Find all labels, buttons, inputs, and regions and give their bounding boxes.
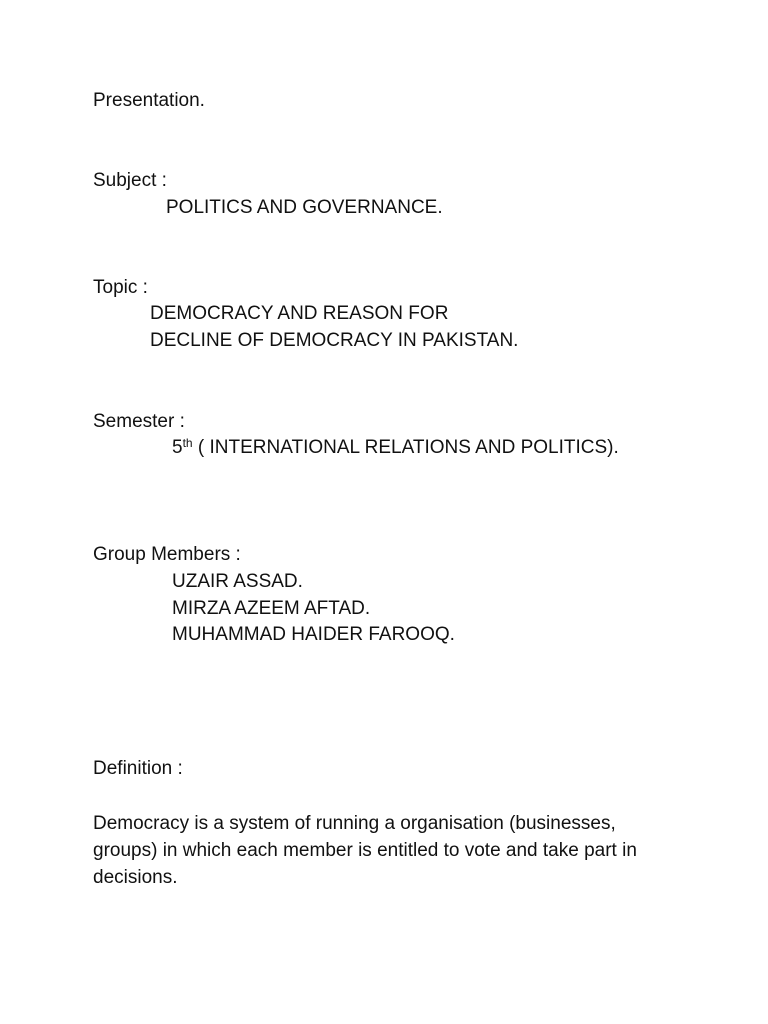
document-heading: Presentation.	[93, 90, 205, 111]
topic-label: Topic :	[93, 277, 148, 298]
subject-value: POLITICS AND GOVERNANCE.	[166, 197, 443, 218]
group-member: MUHAMMAD HAIDER FAROOQ.	[172, 624, 455, 645]
topic-line: DECLINE OF DEMOCRACY IN PAKISTAN.	[150, 330, 519, 351]
topic-line: DEMOCRACY AND REASON FOR	[150, 303, 449, 324]
semester-value	[172, 435, 619, 461]
semester-program: ( INTERNATIONAL RELATIONS AND POLITICS).	[192, 437, 619, 458]
group-member: MIRZA AZEEM AFTAD.	[172, 598, 371, 619]
definition-text: Democracy is a system of running a organisation (businesses, groups) in which each member is entitled to vote and take part in decisions.	[93, 813, 637, 888]
definition-label: Definition :	[93, 758, 183, 779]
semester-ordinal-suffix: th	[182, 435, 193, 450]
group-members-label: Group Members :	[93, 544, 241, 565]
subject-label: Subject :	[93, 170, 167, 191]
semester-number: 5	[172, 437, 183, 458]
semester-label: Semester :	[93, 411, 185, 432]
group-member: UZAIR ASSAD.	[172, 571, 303, 592]
